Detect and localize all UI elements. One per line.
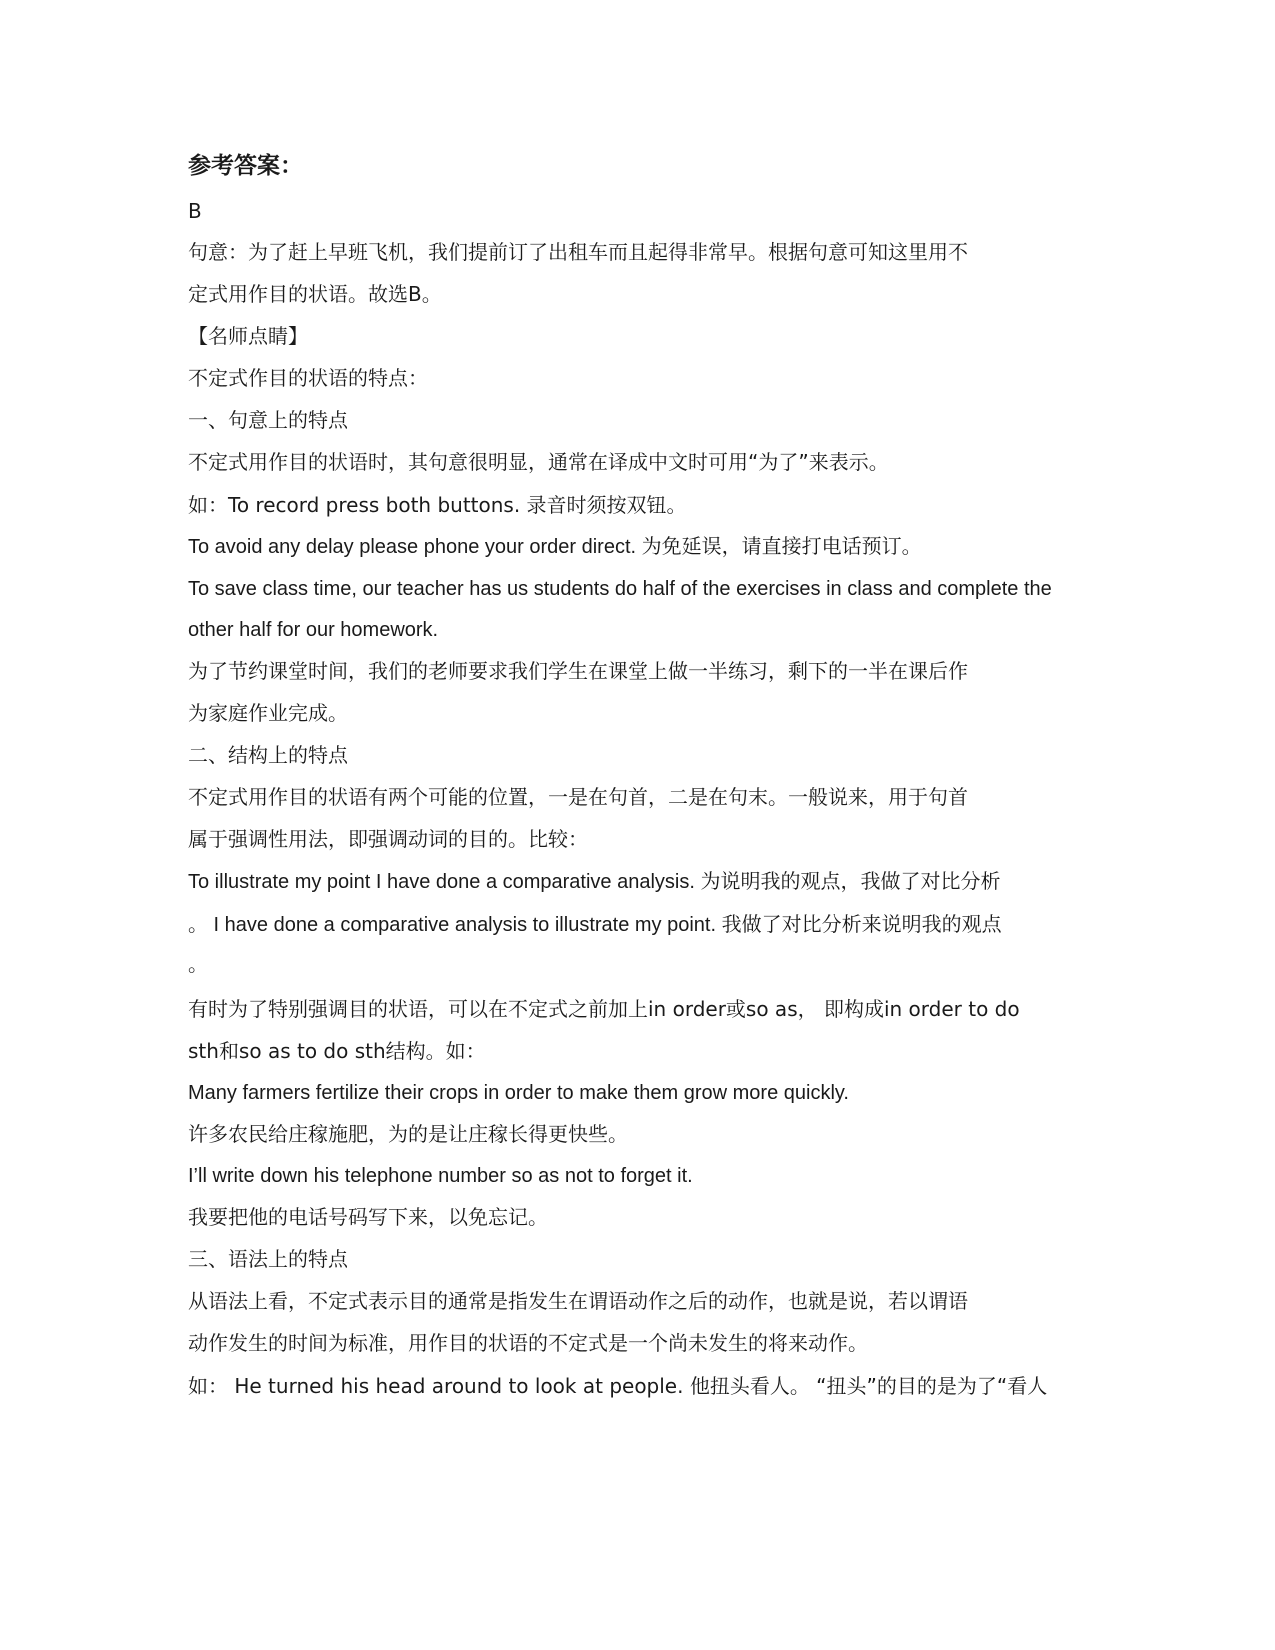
text-line: 为家庭作业完成。: [188, 701, 348, 725]
text-line: 许多农民给庄稼施肥，为的是让庄稼长得更快些。: [188, 1122, 628, 1146]
section-label: 【名师点睛】: [188, 324, 308, 348]
text-line: 不定式作目的状语的特点：: [188, 366, 428, 390]
text-line: 不定式用作目的状语时，其句意很明显，通常在译成中文时可用“为了”来表示。: [188, 450, 889, 474]
example-line: To illustrate my point I have done a comparative analysis. 为说明我的观点，我做了对比分析: [188, 871, 1001, 893]
text-line: sth和so as to do sth结构。如：: [188, 1039, 486, 1063]
subheading: 二、结构上的特点: [188, 743, 348, 767]
text-line: 句意：为了赶上早班飞机，我们提前订了出租车而且起得非常早。根据句意可知这里用不: [188, 240, 968, 264]
example-line: To avoid any delay please phone your order direct. 为免延误，请直接打电话预订。: [188, 536, 922, 558]
example-line: other half for our homework.: [188, 619, 439, 641]
text-line: 。: [188, 952, 208, 976]
example-line: To save class time, our teacher has us students do half of the exercises in class and complete the: [188, 578, 1052, 600]
subheading: 一、句意上的特点: [188, 408, 348, 432]
text-line: 动作发生的时间为标准，用作目的状语的不定式是一个尚未发生的将来动作。: [188, 1331, 868, 1355]
example-line: Many farmers fertilize their crops in order to make them grow more quickly.: [188, 1082, 849, 1104]
subheading: 三、语法上的特点: [188, 1247, 348, 1271]
text-line: 从语法上看，不定式表示目的通常是指发生在谓语动作之后的动作，也就是说，若以谓语: [188, 1289, 968, 1313]
text-line: 不定式用作目的状语有两个可能的位置，一是在句首，二是在句末。一般说来，用于句首: [188, 785, 968, 809]
example-line: 。 I have done a comparative analysis to illustrate my point. 我做了对比分析来说明我的观点: [188, 914, 1002, 936]
text-line: 为了节约课堂时间，我们的老师要求我们学生在课堂上做一半练习，剩下的一半在课后作: [188, 659, 968, 683]
answer-letter: B: [188, 199, 202, 223]
text-line: 属于强调性用法，即强调动词的目的。比较：: [188, 827, 588, 851]
page-heading: 参考答案：: [188, 153, 303, 179]
text-line: 有时为了特别强调目的状语，可以在不定式之前加上in order或so as， 即构成in order to do: [188, 997, 1020, 1021]
example-line: 如： He turned his head around to look at people. 他扭头看人。 “扭头”的目的是为了“看人: [188, 1374, 1048, 1398]
example-line: 如：To record press both buttons. 录音时须按双钮。: [188, 493, 687, 517]
example-line: I’ll write down his telephone number so as not to forget it.: [188, 1165, 693, 1187]
text-line: 定式用作目的状语。故选B。: [188, 282, 442, 306]
text-line: 我要把他的电话号码写下来，以免忘记。: [188, 1205, 548, 1229]
